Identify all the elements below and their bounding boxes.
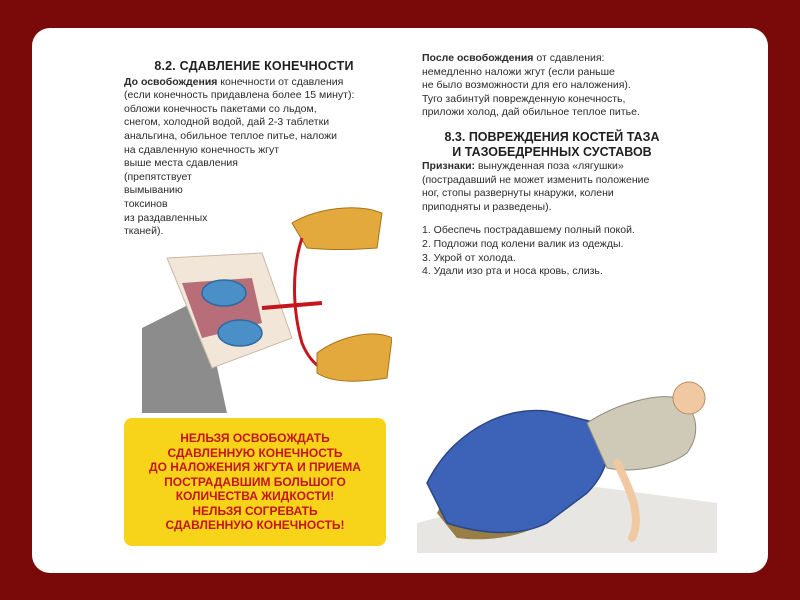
- signs-line: [422, 160, 682, 174]
- frog-position-illustration: [417, 353, 717, 553]
- intro-line: [124, 76, 384, 90]
- section-title-limb-compression: 8.2. СДАВЛЕНИЕ КОНЕЧНОСТИ: [154, 59, 354, 73]
- text-line: анальгина, обильное теплое питье, наложи: [124, 129, 338, 142]
- text-line: (пострадавший не может изменить положение: [422, 173, 650, 186]
- text-line: обложи конечность пакетами со льдом,: [124, 102, 317, 115]
- title-line: 8.3. ПОВРЕЖДЕНИЯ КОСТЕЙ ТАЗА: [444, 129, 660, 144]
- ice-pack: [218, 320, 262, 346]
- text-line: снегом, холодной водой, дай 2-3 таблетки: [124, 116, 330, 129]
- head: [673, 382, 705, 414]
- intro-rest: конечности от сдавления: [217, 75, 344, 88]
- text-line: (если конечность придавлена более 15 минут):: [124, 89, 355, 102]
- step-item: 1. Обеспечь пострадавшему полный покой.: [422, 224, 635, 237]
- spacer: [422, 214, 682, 224]
- intro-bold: До освобождения: [124, 75, 218, 88]
- after-bold: После освобождения: [422, 52, 534, 64]
- spacer: [422, 120, 682, 130]
- note-line: вымыванию: [124, 184, 183, 197]
- right-column: [422, 52, 682, 279]
- note-line: токсинов: [124, 197, 168, 210]
- note-line: (препятствует: [124, 170, 192, 183]
- after-intro: [422, 52, 682, 66]
- text-line: не было возможности для его наложения).: [422, 79, 631, 92]
- tourniquet-illustration: [142, 178, 392, 413]
- step-item: 4. Удали изо рта и носа кровь, слизь.: [422, 265, 603, 278]
- warning-text: НЕЛЬЗЯ ОСВОБОЖДАТЬ СДАВЛЕННУЮ КОНЕЧНОСТЬ ДО НАЛОЖЕНИЯ ЖГУТА И ПРИЕМА ПОСТРАДАВШИМ БОЛЬШОГО КОЛИЧЕСТВА ЖИДКОСТИ! НЕЛЬЗЯ СОГРЕВАТЬ СДАВЛЕННУЮ КОНЕЧНОСТЬ!: [149, 430, 361, 533]
- section-title-pelvis: [422, 130, 682, 160]
- text-line: немедленно наложи жгут (если раньше: [422, 65, 615, 78]
- signs-rest: вынужденная поза «лягушки»: [475, 159, 624, 172]
- note-line: тканей).: [124, 225, 164, 238]
- hand-top: [292, 208, 382, 250]
- text-line: на сдавленную конечность жгут: [124, 143, 280, 156]
- step-item: 2. Подложи под колени валик из одежды.: [422, 237, 624, 250]
- text-line: приподняты и разведены).: [422, 200, 552, 213]
- hand-bottom: [317, 334, 392, 381]
- text-line: Туго забинтуй поврежденную конечность,: [422, 92, 626, 105]
- title-line: И ТАЗОБЕДРЕННЫХ СУСТАВОВ: [452, 144, 652, 159]
- text-line: выше места сдавления: [124, 157, 238, 170]
- ice-pack: [202, 280, 246, 306]
- note-line: из раздавленных: [124, 211, 208, 224]
- warning-box: [124, 418, 386, 546]
- text-line: ног, стопы развернуты кнаружи, колени: [422, 187, 614, 200]
- after-rest: от сдавления:: [533, 52, 605, 64]
- step-item: 3. Укрой от холода.: [422, 251, 516, 264]
- signs-bold: Признаки:: [422, 159, 476, 172]
- slide-card: [32, 28, 768, 573]
- text-line: приложи холод, дай обильное теплое питье.: [422, 106, 640, 119]
